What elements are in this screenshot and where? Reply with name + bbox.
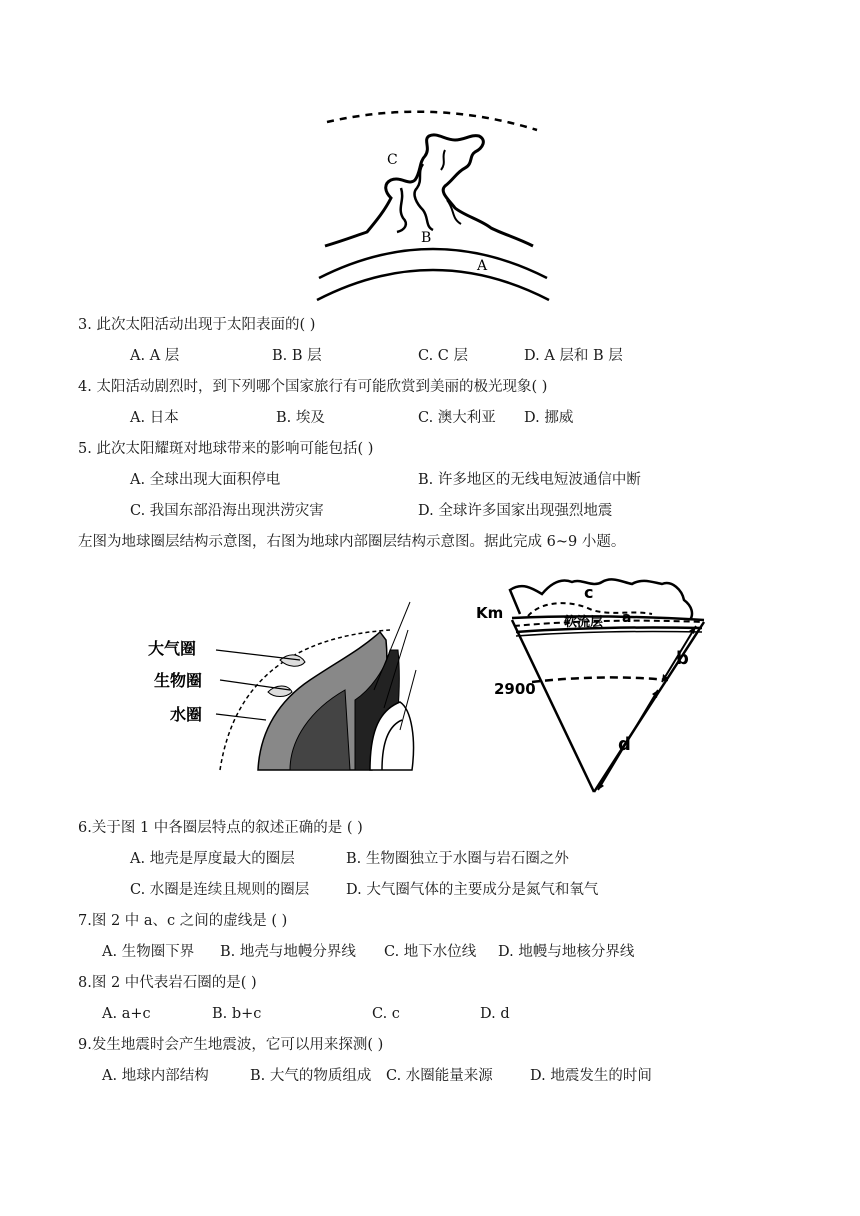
q4-option-b[interactable]: B. 埃及 bbox=[276, 410, 325, 426]
q6-option-d[interactable]: D. 大气圈气体的主要成分是氮气和氧气 bbox=[346, 882, 599, 898]
q4-stem: 4. 太阳活动剧烈时，到下列哪个国家旅行有可能欣赏到美丽的极光现象( ) bbox=[78, 379, 548, 395]
q4-option-a[interactable]: A. 日本 bbox=[130, 410, 179, 426]
label-a: a bbox=[622, 610, 632, 626]
q7-option-b[interactable]: B. 地壳与地幔分界线 bbox=[220, 944, 356, 960]
section-intro: 左图为地球圈层结构示意图，右图为地球内部圈层结构示意图。据此完成 6~9 小题。 bbox=[78, 534, 626, 550]
q6-option-c[interactable]: C. 水圈是连续且规则的圈层 bbox=[130, 882, 310, 898]
q9-option-c[interactable]: C. 水圈能量来源 bbox=[386, 1068, 493, 1084]
earth-interior-figure bbox=[472, 570, 732, 810]
q9-stem: 9.发生地震时会产生地震波，它可以用来探测( ) bbox=[78, 1037, 384, 1053]
q8-option-a[interactable]: A. a+c bbox=[102, 1006, 151, 1022]
earth-spheres-figure bbox=[140, 580, 440, 810]
label-c: c bbox=[584, 583, 594, 602]
label-hydrosphere: 水圈 bbox=[170, 705, 203, 724]
label-b: b bbox=[676, 648, 689, 669]
q7-option-d[interactable]: D. 地幔与地核分界线 bbox=[498, 944, 635, 960]
q6-stem: 6.关于图 1 中各圈层特点的叙述正确的是 ( ) bbox=[78, 820, 363, 836]
label-atmosphere: 大气圈 bbox=[148, 639, 197, 658]
q6-option-b[interactable]: B. 生物圈独立于水圈与岩石圈之外 bbox=[346, 851, 569, 867]
q8-option-d[interactable]: D. d bbox=[480, 1006, 510, 1022]
q4-option-c[interactable]: C. 澳大利亚 bbox=[418, 410, 496, 426]
label-c: C bbox=[387, 152, 398, 168]
q5-option-b[interactable]: B. 许多地区的无线电短波通信中断 bbox=[418, 472, 641, 488]
q5-option-c[interactable]: C. 我国东部沿海出现洪涝灾害 bbox=[130, 503, 324, 519]
q4-option-d[interactable]: D. 挪威 bbox=[524, 410, 574, 426]
label-soft-layer: 软流层 bbox=[564, 615, 604, 630]
label-b: B bbox=[421, 230, 432, 246]
label-biosphere: 生物圈 bbox=[154, 671, 203, 690]
q6-option-a[interactable]: A. 地壳是厚度最大的圈层 bbox=[130, 851, 295, 867]
q7-option-c[interactable]: C. 地下水位线 bbox=[384, 944, 477, 960]
sun-layer-figure bbox=[305, 100, 565, 310]
q8-stem: 8.图 2 中代表岩石圈的是( ) bbox=[78, 975, 257, 991]
q9-option-a[interactable]: A. 地球内部结构 bbox=[102, 1068, 209, 1084]
q7-stem: 7.图 2 中 a、c 之间的虚线是 ( ) bbox=[78, 913, 288, 929]
label-2900: 2900 bbox=[494, 680, 536, 698]
label-d: d bbox=[618, 734, 631, 755]
q9-option-d[interactable]: D. 地震发生的时间 bbox=[530, 1068, 652, 1084]
q3-option-d[interactable]: D. A 层和 B 层 bbox=[524, 348, 623, 364]
q3-option-b[interactable]: B. B 层 bbox=[272, 348, 322, 364]
q5-option-a[interactable]: A. 全球出现大面积停电 bbox=[130, 472, 281, 488]
q8-option-b[interactable]: B. b+c bbox=[212, 1006, 262, 1022]
q7-option-a[interactable]: A. 生物圈下界 bbox=[102, 944, 195, 960]
label-km: Km bbox=[476, 604, 504, 622]
q3-option-a[interactable]: A. A 层 bbox=[130, 348, 180, 364]
q5-option-d[interactable]: D. 全球许多国家出现强烈地震 bbox=[418, 503, 613, 519]
q8-option-c[interactable]: C. c bbox=[372, 1006, 400, 1022]
label-a: A bbox=[477, 258, 488, 274]
q3-option-c[interactable]: C. C 层 bbox=[418, 348, 468, 364]
q9-option-b[interactable]: B. 大气的物质组成 bbox=[250, 1068, 372, 1084]
q3-stem: 3. 此次太阳活动出现于太阳表面的( ) bbox=[78, 317, 316, 333]
q5-stem: 5. 此次太阳耀斑对地球带来的影响可能包括( ) bbox=[78, 441, 374, 457]
